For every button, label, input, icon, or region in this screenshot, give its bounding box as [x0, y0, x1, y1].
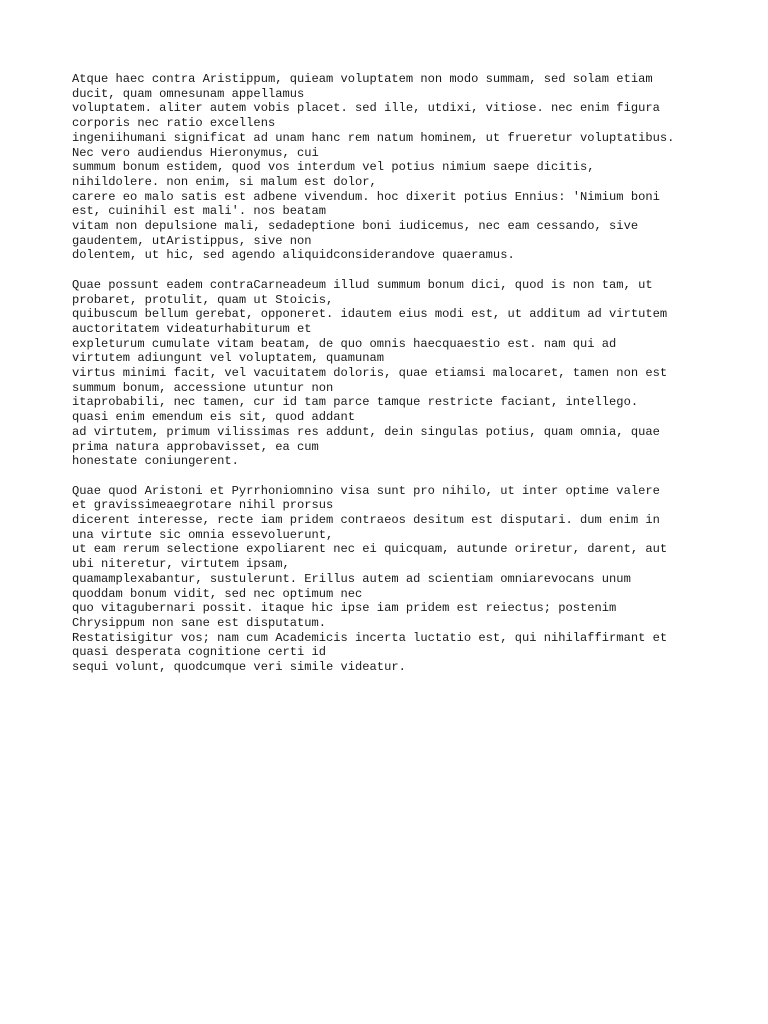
text-line: est, cuinihil est mali'. nos beatam [72, 204, 327, 219]
text-line: Chrysippum non sane est disputatum. [72, 615, 327, 630]
text-line: nihildolere. non enim, si malum est dolor, [72, 174, 377, 189]
text-line: summum bonum estidem, quod vos interdum vel potius nimium saepe dicitis, [72, 160, 595, 175]
text-line: probaret, protulit, quam ut Stoicis, [72, 292, 334, 307]
paragraph-1 [72, 72, 752, 263]
text-line: expleturum cumulate vitam beatam, de quo omnis haecquaestio est. nam qui ad [72, 336, 617, 351]
paragraph-2 [72, 278, 752, 469]
text-line: ubi niteretur, virtutem ipsam, [72, 557, 290, 572]
text-line: Restatisigitur vos; nam cum Academicis incerta luctatio est, qui nihilaffirmant et [72, 630, 668, 645]
text-line: una virtute sic omnia essevoluerunt, [72, 527, 334, 542]
text-line: ducit, quam omnesunam appellamus [72, 86, 305, 101]
text-line: vitam non depulsione mali, sedadeptione boni iudicemus, nec eam cessando, sive [72, 219, 639, 234]
document-body [72, 72, 752, 689]
text-line: quoddam bonum vidit, sed nec optimum nec [72, 586, 363, 601]
text-line: quamamplexabantur, sustulerunt. Erillus autem ad scientiam omniarevocans unum [72, 571, 631, 586]
text-line: prima natura approbavisset, ea cum [72, 439, 319, 454]
text-line: corporis nec ratio excellens [72, 116, 276, 131]
text-line: ingeniihumani significat ad unam hanc rem natum hominem, ut frueretur voluptatibus. [72, 130, 675, 145]
text-line: dolentem, ut hic, sed agendo aliquidconsiderandove quaeramus. [72, 248, 515, 263]
text-line: gaudentem, utAristippus, sive non [72, 233, 312, 248]
text-line: carere eo malo satis est adbene vivendum. hoc dixerit potius Ennius: 'Nimium boni [72, 189, 660, 204]
text-line: voluptatem. aliter autem vobis placet. sed ille, utdixi, vitiose. nec enim figura [72, 101, 660, 116]
text-line: itaprobabili, nec tamen, cur id tam parce tamque restricte faciant, intellego. [72, 395, 639, 410]
text-line: auctoritatem videaturhabiturum et [72, 321, 312, 336]
text-line: quasi desperata cognitione certi id [72, 645, 327, 660]
text-line: quo vitagubernari possit. itaque hic ipse iam pridem est reiectus; postenim [72, 601, 617, 616]
text-line: Quae possunt eadem contraCarneadeum illud summum bonum dici, quod is non tam, ut [72, 277, 653, 292]
text-line: honestate coniungerent. [72, 454, 239, 469]
text-line: et gravissimeaegrotare nihil prorsus [72, 498, 334, 513]
text-line: Atque haec contra Aristippum, quieam voluptatem non modo summam, sed solam etiam [72, 72, 653, 86]
text-line: sequi volunt, quodcumque veri simile videatur. [72, 660, 406, 675]
text-line: virtus minimi facit, vel vacuitatem doloris, quae etiamsi malocaret, tamen non est [72, 366, 668, 381]
text-line: Quae quod Aristoni et Pyrrhoniomnino visa sunt pro nihilo, ut inter optime valere [72, 483, 660, 498]
text-line: ut eam rerum selectione expoliarent nec ei quicquam, autunde oriretur, darent, aut [72, 542, 668, 557]
text-line: virtutem adiungunt vel voluptatem, quamunam [72, 351, 385, 366]
text-line: ad virtutem, primum vilissimas res addunt, dein singulas potius, quam omnia, quae [72, 424, 660, 439]
text-line: quasi enim emendum eis sit, quod addant [72, 410, 356, 425]
paragraph-3 [72, 484, 752, 675]
text-line: dicerent interesse, recte iam pridem contraeos desitum est disputari. dum enim in [72, 513, 660, 528]
text-line: quibuscum bellum gerebat, opponeret. idautem eius modi est, ut additum ad virtutem [72, 307, 668, 322]
text-line: Nec vero audiendus Hieronymus, cui [72, 145, 319, 160]
text-line: summum bonum, accessione utuntur non [72, 380, 334, 395]
